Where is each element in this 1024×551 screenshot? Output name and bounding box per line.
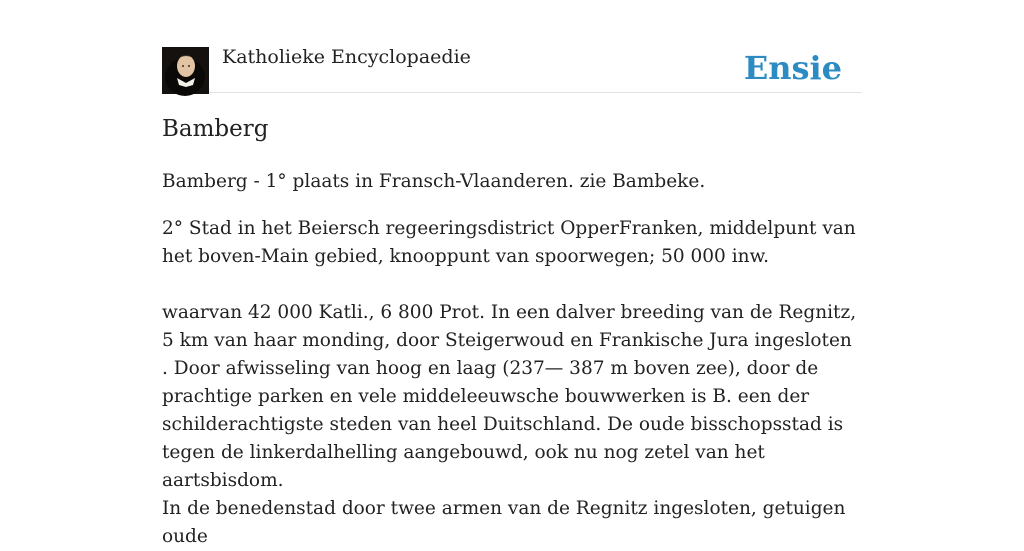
portrait-avatar[interactable] bbox=[162, 47, 209, 94]
page bbox=[162, 0, 862, 547]
paragraph-text: waarvan 42 000 Katli., 6 800 Prot. In een dalver breeding van de Regnitz, 5 km van haar monding, door Steigerwoud en Frankische Jura ingesloten . Door afwisseling van hoog en laag (237— 387 m boven zee), door de prachtige parken en vele middeleeuwsche bouwwerken is B. een der schilderachtigste steden van heel Duitschland. De oude bisschopsstad is tegen de linkerdalhelling aangebouwd, ook nu nog zetel van het aartsbisdom. bbox=[162, 302, 857, 491]
article-paragraph bbox=[162, 299, 862, 495]
source-name[interactable]: Katholieke Encyclopaedie bbox=[222, 46, 471, 68]
ensie-logo-link[interactable]: Ensie bbox=[743, 49, 842, 87]
paragraph-text: Bamberg - 1° plaats in Fransch-Vlaanderen. zie Bambeke. bbox=[162, 171, 706, 192]
paragraph-text: In de benedenstad door twee armen van de Regnitz ingesloten, getuigen oude bbox=[162, 498, 846, 547]
portrait-icon bbox=[162, 47, 209, 94]
article-title: Bamberg bbox=[162, 116, 269, 142]
article-paragraph bbox=[162, 495, 862, 551]
article-paragraph bbox=[162, 215, 862, 271]
site-header bbox=[162, 0, 862, 93]
article-paragraph bbox=[162, 168, 862, 196]
paragraph-text: 2° Stad in het Beiersch regeeringsdistrict OpperFranken, middelpunt van het boven-Main gebied, knooppunt van spoorwegen; 50 000 inw. bbox=[162, 218, 856, 267]
